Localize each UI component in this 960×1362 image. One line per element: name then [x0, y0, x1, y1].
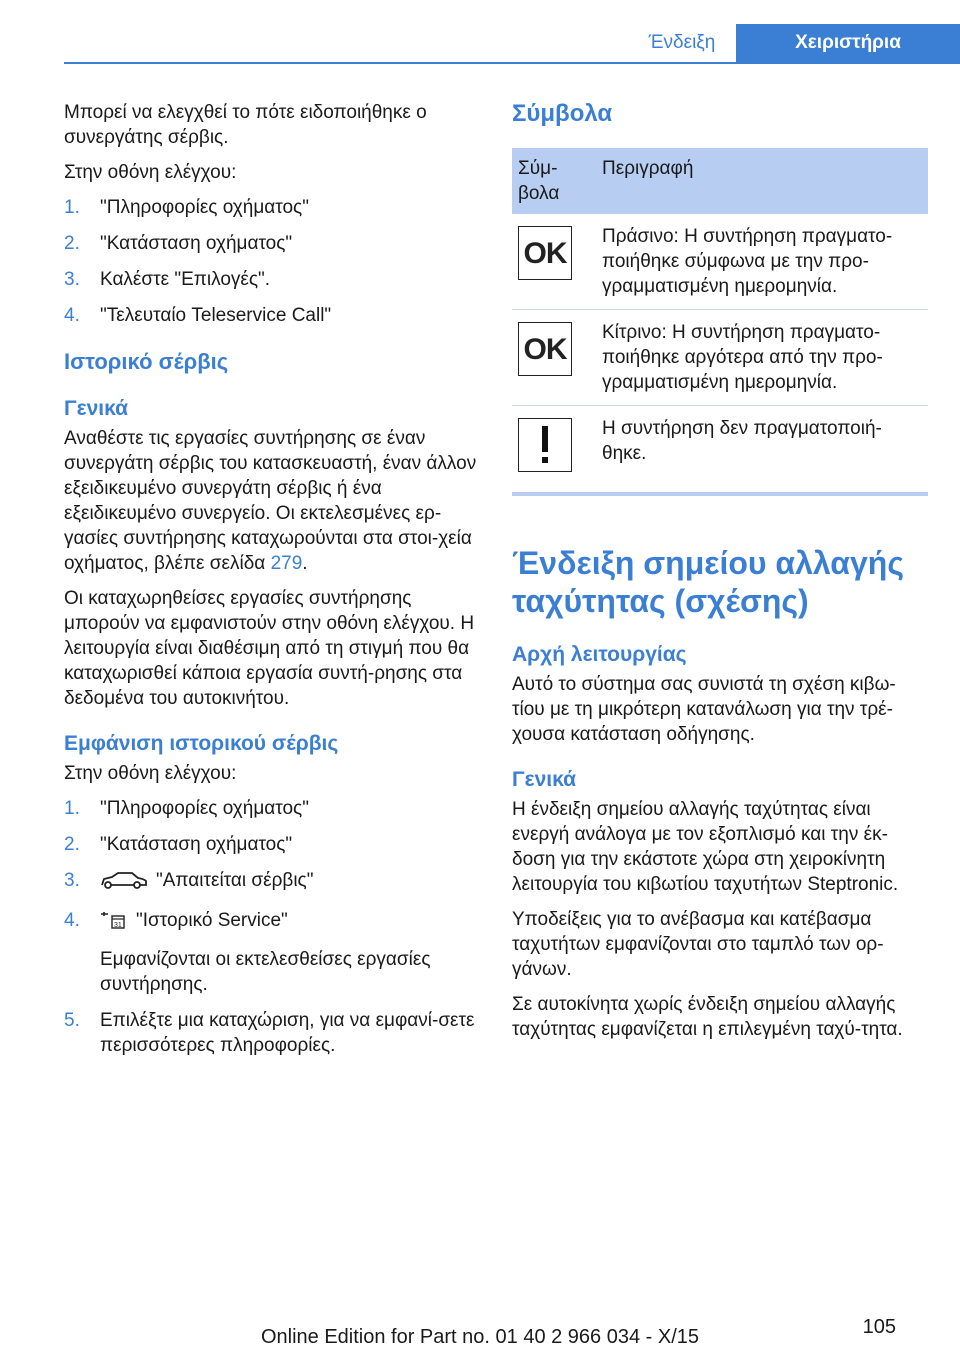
edition-note: Online Edition for Part no. 01 40 2 966 034 - X/15	[260, 1326, 700, 1348]
ok-symbol-text: OK	[523, 332, 567, 366]
check-screen-label: Στην οθόνη ελέγχου:	[64, 162, 237, 183]
table-row	[512, 310, 928, 406]
general-paragraph-right-1: Η ένδειξη σημείου αλλαγής ταχύτητας είναι ενεργή ανάλογα με τον εξοπλισμό και την έκ‐δοση για την εκάστοτε χώρα στη χειροκίνητη λειτουργία του κιβωτίου ταχυτήτων Steptronic.	[512, 799, 899, 895]
general-heading-right: Γενικά	[512, 768, 577, 791]
step-number: 5.	[64, 1010, 80, 1031]
step-text: Καλέστε "Επιλογές".	[100, 269, 271, 290]
display-history-heading: Εμφάνιση ιστορικού σέρβις	[64, 732, 339, 755]
table-bottom-rule	[512, 492, 928, 496]
table-header-symbols: Σύμ‐βολα	[518, 158, 560, 204]
list-item	[64, 908, 484, 997]
general-paragraph-2: Οι καταχωρηθείσες εργασίες συντήρησης μπορούν να εμφανιστούν στην οθόνη ελέγχου. Η λειτουργία είναι διαθέσιμη από τη στιγμή που θα καταχωρισθεί κάποια εργασία συντή‐ρησης στα δεδομένα του αυτοκινήτου.	[64, 588, 475, 709]
list-item	[64, 796, 484, 821]
step-number: 1.	[64, 798, 80, 819]
list-item	[64, 868, 484, 897]
step-text: "Πληροφορίες οχήματος"	[100, 798, 309, 819]
page-link[interactable]: 279	[270, 553, 303, 574]
table-header-description: Περιγραφή	[602, 158, 694, 179]
general-text: Αναθέστε τις εργασίες συντήρησης σε έναν συνεργάτη σέρβις του κατασκευαστή, έναν άλλον εξειδικευμένο συνεργάτη σέρβις ή ένα εξειδικευμένο συνεργείο. Οι εκτελεσμένες ερ‐γασίες συντήρησης καταχωρούνται στα στοι‐χεία οχήματος, βλέπε σελίδα	[64, 428, 477, 574]
step-text: "Πληροφορίες οχήματος"	[100, 197, 309, 218]
table-row	[512, 406, 928, 483]
list-item	[64, 195, 484, 220]
page-header	[64, 24, 960, 64]
step-text: "Κατάσταση οχήματος"	[100, 233, 293, 254]
car-service-icon	[100, 870, 148, 897]
general-paragraph-right-3: Σε αυτοκίνητα χωρίς ένδειξη σημείου αλλαγής ταχύτητας εμφανίζεται η επιλεγμένη ταχύ‐τητα.	[512, 994, 903, 1040]
list-item	[64, 267, 484, 292]
step-text: "Τελευταίο Teleservice Call"	[100, 305, 332, 326]
step-number: 2.	[64, 233, 80, 254]
svg-text:31: 31	[114, 922, 122, 929]
list-item	[64, 832, 484, 857]
ok-yellow-icon	[518, 322, 572, 376]
general-paragraph-right-2: Υποδείξεις για το ανέβασμα και κατέβασμα ταχυτήτων εμφανίζονται στο ταμπλό των ορ‐γάνων.	[512, 909, 884, 980]
table-cell-description: Κίτρινο: Η συντήρηση πραγματο‐ποιήθηκε αργότερα από την προ‐γραμματισμένη ημερομηνία.	[596, 310, 928, 406]
list-item	[64, 231, 484, 256]
left-column	[64, 100, 484, 1069]
general-heading: Γενικά	[64, 397, 129, 420]
step-subtext: Εμφανίζονται οι εκτελεσθείσες εργασίες συντήρησης.	[100, 949, 431, 995]
symbols-heading: Σύμβολα	[512, 100, 613, 127]
principle-heading: Αρχή λειτουργίας	[512, 643, 687, 666]
service-history-heading: Ιστορικό σέρβις	[64, 349, 229, 374]
header-tab-display[interactable]: Ένδειξη	[648, 32, 716, 53]
right-column	[512, 100, 928, 1052]
period: .	[302, 553, 308, 574]
step-number: 1.	[64, 197, 80, 218]
step-text: "Κατάσταση οχήματος"	[100, 834, 293, 855]
check-screen-label-2: Στην οθόνη ελέγχου:	[64, 763, 237, 784]
header-tab-controls[interactable]: Χειριστήρια	[736, 24, 960, 62]
page-number: 105	[862, 1316, 896, 1338]
general-paragraph-1	[64, 426, 484, 576]
table-header-row	[512, 148, 928, 214]
list-item	[64, 303, 484, 328]
step-number: 3.	[64, 269, 80, 290]
step-text: Επιλέξτε μια καταχώριση, για να εμφανί‐σετε περισσότερες πληροφορίες.	[100, 1010, 475, 1056]
ok-symbol-text: OK	[523, 236, 567, 270]
step-number: 3.	[64, 870, 80, 891]
symbols-table	[512, 148, 928, 482]
list-item	[64, 1008, 484, 1058]
table-cell-description: Η συντήρηση δεν πραγματοποιή‐θηκε.	[602, 418, 882, 464]
intro-paragraph: Μπορεί να ελεγχθεί το πότε ειδοποιήθηκε ο συνεργάτης σέρβις.	[64, 102, 427, 148]
step-text: "Απαιτείται σέρβις"	[156, 870, 314, 891]
principle-paragraph: Αυτό το σύστημα σας συνιστά τη σχέση κιβω‐τίου με τη μικρότερη κατανάλωση για την τρέ‐χουσα κατάσταση οδήγησης.	[512, 674, 896, 745]
table-cell-description: Πράσινο: Η συντήρηση πραγματο‐ποιήθηκε σύμφωνα με την προ‐γραμματισμένη ημερομηνία.	[596, 214, 928, 310]
steps-list-history	[64, 796, 484, 1058]
exclamation-icon	[518, 418, 572, 472]
page-footer	[0, 1316, 960, 1346]
ok-green-icon	[518, 226, 572, 280]
step-text: "Ιστορικό Service"	[136, 910, 288, 931]
step-number: 2.	[64, 834, 80, 855]
table-row	[512, 214, 928, 310]
service-history-icon	[100, 910, 128, 937]
steps-list-teleservice	[64, 195, 484, 328]
step-number: 4.	[64, 305, 80, 326]
step-number: 4.	[64, 910, 80, 931]
shift-indicator-heading: Ένδειξη σημείου αλλαγής ταχύτητας (σχέσης)	[512, 545, 904, 619]
